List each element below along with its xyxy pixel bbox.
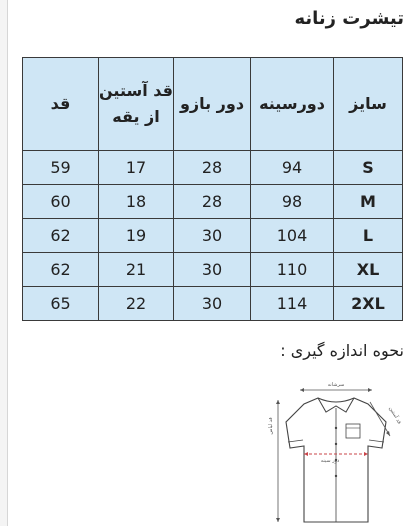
arm-cell: 30 [174, 219, 251, 253]
length-cell: 62 [23, 219, 99, 253]
header-arm: دور بازو [174, 58, 251, 151]
shoulder-arrow-head-right [368, 388, 372, 392]
shirt-measurement-diagram [260, 372, 410, 526]
length-arrow-head-bottom [276, 518, 280, 522]
sleeve-cell: 19 [99, 219, 174, 253]
sleeve-cell: 22 [99, 287, 174, 321]
sleeve-cell: 17 [99, 151, 174, 185]
arm-cell: 28 [174, 185, 251, 219]
header-size: سایز [334, 58, 403, 151]
shoulder-label: سرشانه [327, 382, 345, 388]
size-table [22, 57, 403, 321]
length-cell: 59 [23, 151, 99, 185]
shirt-button [335, 443, 337, 445]
table-row [23, 287, 403, 321]
chest-cell: 110 [251, 253, 334, 287]
length-cell: 62 [23, 253, 99, 287]
sleeve-arrow-head [386, 431, 390, 436]
chest-cell: 114 [251, 287, 334, 321]
shirt-button [335, 427, 337, 429]
sleeve-cell: 18 [99, 185, 174, 219]
length-cell: 65 [23, 287, 99, 321]
arm-cell: 28 [174, 151, 251, 185]
page-title: تیشرت زنانه [294, 8, 404, 29]
chest-label: دور سینه [320, 458, 340, 464]
sleeve-label: قد آستین [387, 405, 403, 426]
table-row [23, 219, 403, 253]
length-label: قد لباس [268, 417, 274, 435]
length-cell: 60 [23, 185, 99, 219]
size-cell: 2XL [334, 287, 403, 321]
arm-cell: 30 [174, 287, 251, 321]
measure-heading: نحوه اندازه گیری : [280, 341, 404, 360]
left-edge-bar [0, 0, 8, 526]
size-cell: S [334, 151, 403, 185]
table-header-row [23, 58, 403, 151]
header-chest: دورسینه [251, 58, 334, 151]
length-arrow-head-top [276, 400, 280, 404]
shirt-button [335, 475, 337, 477]
size-cell: M [334, 185, 403, 219]
size-cell: XL [334, 253, 403, 287]
chest-cell: 104 [251, 219, 334, 253]
table-row [23, 253, 403, 287]
arm-cell: 30 [174, 253, 251, 287]
table-row [23, 185, 403, 219]
header-sleeve-length: قد آستین از یقه [99, 58, 174, 151]
header-length: قد [23, 58, 99, 151]
shoulder-arrow-head-left [300, 388, 304, 392]
sleeve-cell: 21 [99, 253, 174, 287]
chest-cell: 98 [251, 185, 334, 219]
size-cell: L [334, 219, 403, 253]
chest-cell: 94 [251, 151, 334, 185]
table-row [23, 151, 403, 185]
